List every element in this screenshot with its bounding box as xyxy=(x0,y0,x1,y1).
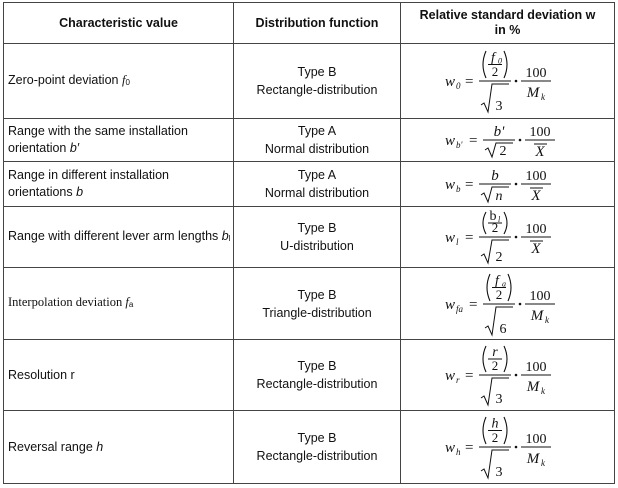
formula-equals: = xyxy=(464,440,473,456)
formula-factor-numerator: 100 xyxy=(525,432,546,447)
formula-inner-denominator: 2 xyxy=(491,430,498,445)
formula-root-value: 3 xyxy=(495,465,502,480)
formula-equals: = xyxy=(464,368,473,384)
row-distribution xyxy=(234,162,401,207)
formula-equals: = xyxy=(464,230,473,246)
formula-inner-denominator: 2 xyxy=(491,220,498,235)
formula-numerator-symbol: f xyxy=(494,273,499,288)
formula-factor-numerator: 100 xyxy=(525,222,546,237)
header-col3-line1: Relative standard deviation w xyxy=(419,8,596,22)
row-label xyxy=(4,340,234,411)
formula-root-value: 3 xyxy=(495,392,502,407)
formula-root-value: 3 xyxy=(495,99,502,114)
row-label-text: Zero-point deviation xyxy=(8,72,122,87)
row-type: Type B xyxy=(297,65,337,79)
row-label-text: Interpolation deviation xyxy=(8,295,126,309)
row-label-text: Reversal range xyxy=(8,439,97,454)
row-distribution-name: Rectangle-distribution xyxy=(256,377,378,391)
formula-dot xyxy=(518,139,521,142)
row-distribution-name: Normal distribution xyxy=(264,142,370,156)
row-formula-cell xyxy=(401,44,615,119)
row-label-text: Resolution r xyxy=(8,367,75,382)
row-type: Type B xyxy=(297,359,337,373)
table-row xyxy=(4,119,615,162)
table-row xyxy=(4,44,615,119)
row-label xyxy=(4,207,234,268)
formula-dot xyxy=(514,446,517,449)
row-label xyxy=(4,119,234,162)
row-label-subscript: l xyxy=(228,233,231,243)
row-label-text: Range with the same installation orientation xyxy=(8,124,188,155)
formula-inner-denominator: 2 xyxy=(491,358,498,373)
row-distribution xyxy=(234,340,401,411)
row-label-symbol: b xyxy=(76,185,84,199)
row-label-text: Range in different installation orientations xyxy=(8,168,169,199)
formula-inner-denominator: 2 xyxy=(491,64,498,79)
row-type: Type A xyxy=(297,168,337,182)
row-formula-cell xyxy=(401,207,615,268)
formula-dot xyxy=(514,80,517,83)
formula-factor-subscript: k xyxy=(540,92,545,102)
formula-factor-numerator: 100 xyxy=(525,66,546,81)
header-distribution-function: Distribution function xyxy=(234,3,401,44)
formula-dot xyxy=(518,302,521,305)
row-distribution-name: Rectangle-distribution xyxy=(256,83,378,97)
formula-paren-right xyxy=(504,51,507,78)
formula-factor-numerator: 100 xyxy=(529,288,550,304)
formula-factor-denominator: M xyxy=(530,307,543,324)
formula xyxy=(443,163,573,205)
row-label-symbol: f xyxy=(125,295,129,309)
row-label xyxy=(4,44,234,119)
formula-numerator-symbol: b xyxy=(489,209,496,224)
formula-factor-denominator: M xyxy=(526,85,539,101)
formula-numerator-symbol: b xyxy=(490,168,499,184)
formula-equals: = xyxy=(464,177,473,193)
row-formula-cell xyxy=(401,268,615,340)
formula-lhs-subscript: b' xyxy=(455,140,462,150)
table-row xyxy=(4,162,615,207)
formula-numerator-symbol: r xyxy=(491,345,498,360)
row-label-symbol: f xyxy=(121,72,126,87)
formula-factor-subscript: k xyxy=(544,314,549,325)
formula-root-value: 2 xyxy=(499,144,506,159)
header-relative-std-deviation xyxy=(401,3,615,44)
formula-equals: = xyxy=(464,74,473,90)
formula-lhs: w xyxy=(444,368,455,384)
formula-paren-right xyxy=(504,417,507,444)
formula-numerator-subscript: 0 xyxy=(497,56,502,66)
formula-numerator-subscript: l xyxy=(497,215,500,224)
formula-root-value: 2 xyxy=(495,250,502,265)
formula-root-value: 6 xyxy=(499,321,506,337)
formula-factor-numerator: 100 xyxy=(529,125,550,140)
row-label-symbol: b xyxy=(221,228,229,243)
row-distribution xyxy=(234,119,401,162)
row-distribution-name: U-distribution xyxy=(280,239,354,253)
formula-numerator-symbol: f xyxy=(490,50,495,66)
row-type: Type B xyxy=(297,431,337,445)
formula-inner-denominator: 2 xyxy=(495,286,502,302)
formula-paren-right xyxy=(508,274,511,301)
row-label xyxy=(4,411,234,484)
row-formula-cell xyxy=(401,340,615,411)
formula xyxy=(443,47,573,115)
deviation-table xyxy=(3,2,615,484)
row-type: Type B xyxy=(297,287,337,302)
formula-lhs-subscript: 0 xyxy=(455,81,460,91)
formula xyxy=(443,342,573,408)
formula-factor-denominator: M xyxy=(526,379,539,395)
formula-factor-subscript: k xyxy=(540,386,545,396)
formula-paren-left xyxy=(483,212,486,234)
formula-lhs-subscript: l xyxy=(455,237,459,247)
row-label-text: Range with different lever arm lengths xyxy=(8,228,222,243)
formula-factor-denominator: X xyxy=(530,188,541,204)
formula-lhs: w xyxy=(444,133,455,149)
formula-paren-left xyxy=(487,274,490,301)
formula-numerator-symbol: h xyxy=(491,416,498,432)
table-row xyxy=(4,207,615,268)
formula-lhs: w xyxy=(444,177,455,193)
formula-paren-right xyxy=(504,346,507,372)
row-label-symbol: b′ xyxy=(69,141,80,155)
formula-dot xyxy=(514,236,517,239)
row-distribution-name: Triangle-distribution xyxy=(262,305,372,320)
formula-numerator-subscript: a xyxy=(501,279,506,288)
formula-lhs: w xyxy=(444,440,455,456)
formula-lhs: w xyxy=(444,296,455,313)
row-type: Type A xyxy=(297,124,337,138)
formula-factor-numerator: 100 xyxy=(525,169,546,184)
table-row xyxy=(4,411,615,484)
row-label xyxy=(4,162,234,207)
row-label-symbol: h xyxy=(96,439,104,454)
header-characteristic-value: Characteristic value xyxy=(4,3,234,44)
row-label-subscript: 0 xyxy=(125,77,130,87)
formula-numerator-symbol: b' xyxy=(493,124,504,140)
formula-dot xyxy=(514,374,517,377)
row-label xyxy=(4,268,234,340)
formula-lhs-subscript: h xyxy=(455,447,460,457)
formula-factor-denominator: M xyxy=(526,451,539,467)
formula xyxy=(443,120,573,160)
formula-root-value: n xyxy=(495,189,502,204)
formula-factor-numerator: 100 xyxy=(525,360,546,375)
row-label-subscript: a xyxy=(128,300,134,309)
row-distribution xyxy=(234,268,401,340)
row-distribution-name: Rectangle-distribution xyxy=(256,449,378,463)
table-row xyxy=(4,268,615,340)
header-row xyxy=(4,3,615,44)
row-type: Type B xyxy=(297,221,337,235)
formula-lhs-subscript: r xyxy=(455,375,460,385)
formula xyxy=(443,270,573,338)
row-formula-cell xyxy=(401,119,615,162)
formula-paren-left xyxy=(483,346,486,372)
formula-lhs: w xyxy=(444,74,455,90)
formula xyxy=(443,413,573,481)
table-row xyxy=(4,340,615,411)
formula-paren-right xyxy=(504,212,507,234)
formula xyxy=(443,208,573,266)
formula-equals: = xyxy=(468,296,477,313)
formula-lhs-subscript: b xyxy=(455,184,460,194)
row-distribution xyxy=(234,207,401,268)
formula-equals: = xyxy=(468,133,477,149)
formula-lhs: w xyxy=(444,230,455,246)
formula-factor-denominator: X xyxy=(530,241,541,257)
row-formula-cell xyxy=(401,411,615,484)
header-col3-line2: in % xyxy=(494,23,521,37)
formula-lhs-subscript: fa xyxy=(455,303,463,314)
row-distribution xyxy=(234,44,401,119)
formula-factor-subscript: k xyxy=(540,458,545,468)
formula-paren-left xyxy=(483,51,486,78)
formula-paren-left xyxy=(483,417,486,444)
row-distribution-name: Normal distribution xyxy=(264,186,370,200)
formula-dot xyxy=(514,183,517,186)
formula-factor-denominator: X xyxy=(534,144,545,160)
row-formula-cell xyxy=(401,162,615,207)
row-distribution xyxy=(234,411,401,484)
